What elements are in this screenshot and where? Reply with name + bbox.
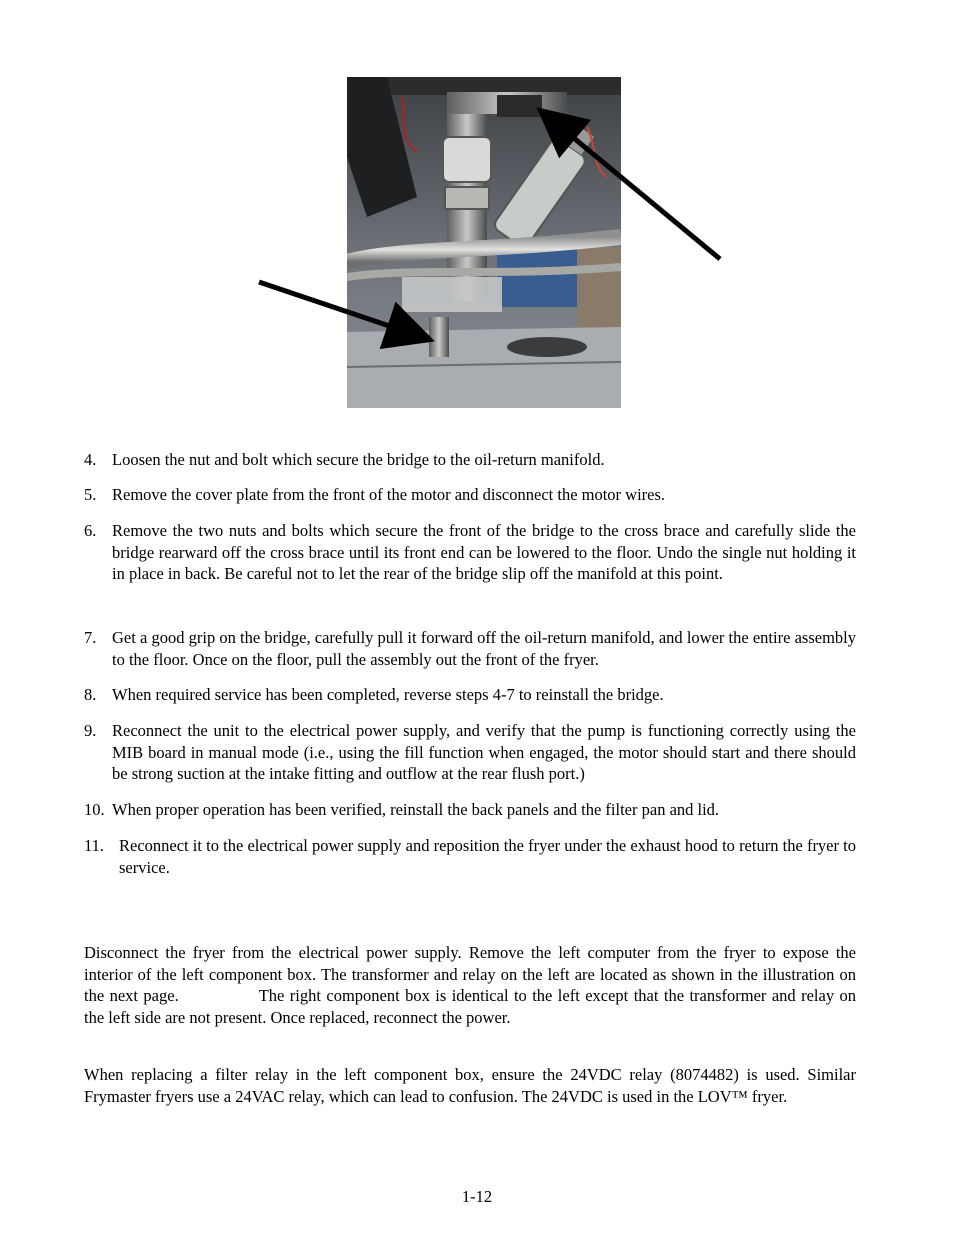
step-number: 4. xyxy=(84,450,97,469)
step-text: Reconnect the unit to the electrical power supply, and verify that the pump is functioning correctly using the MIB board in manual mode (i.e., using the fill function when engaged, the motor should start and there should be strong suction at the intake fitting and outflow at the rear flush port.) xyxy=(112,721,856,783)
step-9 xyxy=(84,720,856,785)
step-text: When required service has been completed, reverse steps 4-7 to reinstall the bridge. xyxy=(112,685,664,704)
step-number: 8. xyxy=(84,685,97,704)
step-number: 10. xyxy=(84,800,105,819)
relay-paragraph: When replacing a filter relay in the left component box, ensure the 24VDC relay (8074482) is used. Similar Frymaster fryers use a 24VAC relay, which can lead to confusion. The 24VDC is used in the LOV™ fryer. xyxy=(84,1065,856,1106)
step-text: Remove the cover plate from the front of the motor and disconnect the motor wires. xyxy=(112,485,666,504)
pump-bridge-photo xyxy=(347,77,621,408)
step-4 xyxy=(84,449,856,471)
step-11 xyxy=(84,835,856,878)
step-text: Loosen the nut and bolt which secure the bridge to the oil-return manifold. xyxy=(112,450,605,469)
step-10 xyxy=(84,799,856,821)
step-number: 7. xyxy=(84,628,97,647)
step-8 xyxy=(84,684,856,706)
step-text: Get a good grip on the bridge, carefully pull it forward off the oil-return manifold, and lower the entire assembly to the floor. Once on the floor, pull the assembly out the front of the fryer. xyxy=(112,628,856,669)
step-text: When proper operation has been verified, reinstall the back panels and the filter pan and lid. xyxy=(112,800,720,819)
step-number: 9. xyxy=(84,721,97,740)
pump-bridge-illustration xyxy=(347,77,621,408)
page-number: 1-12 xyxy=(461,1187,493,1206)
step-number: 6. xyxy=(84,521,97,540)
step-5 xyxy=(84,484,856,506)
step-6 xyxy=(84,520,856,585)
step-number: 5. xyxy=(84,485,97,504)
paragraph-part-a: Disconnect the fryer from the electrical power supply. Remove the left computer from the fryer to expose the interior of the left component box. The transformer and relay on the left are located as shown in the illustration on the next page. xyxy=(84,943,856,1005)
paragraph-part-b: The right component box is identical to the left except that the transformer and relay on the left side are not present. Once replaced, reconnect the power. xyxy=(84,986,856,1027)
component-box-paragraph xyxy=(84,942,856,1028)
step-7 xyxy=(84,627,856,670)
step-text: Reconnect it to the electrical power supply and reposition the fryer under the exhaust hood to return the fryer to service. xyxy=(119,836,856,877)
step-number: 11. xyxy=(84,836,105,855)
step-text: Remove the two nuts and bolts which secure the front of the bridge to the cross brace and carefully slide the bridge rearward off the cross brace until its front end can be lowered to the floor. Undo the single nut holding it in place in back. Be careful not to let the rear of the bridge slip off the manifold at this point. xyxy=(112,521,856,583)
